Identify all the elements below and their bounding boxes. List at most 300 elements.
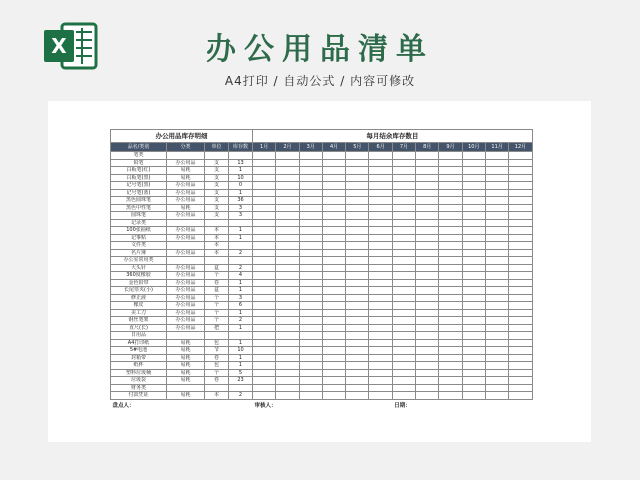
month-cell (485, 174, 508, 182)
month-cell (322, 302, 345, 310)
table-row (111, 212, 533, 220)
month-cell (346, 189, 369, 197)
table-cell: 办公用品 (167, 279, 205, 287)
month-cell (322, 182, 345, 190)
month-cell (369, 347, 392, 355)
month-cell (276, 339, 299, 347)
table-row (111, 392, 533, 400)
month-cell (462, 354, 485, 362)
month-cell (485, 249, 508, 257)
month-cell (346, 227, 369, 235)
month-cell (346, 272, 369, 280)
month-cell (322, 189, 345, 197)
month-cell (369, 204, 392, 212)
month-cell (346, 242, 369, 250)
month-cell (276, 174, 299, 182)
month-cell (346, 234, 369, 242)
month-cell (439, 257, 462, 265)
month-cell (253, 257, 276, 265)
month-header: 2月 (276, 143, 299, 152)
month-cell (509, 369, 532, 377)
month-cell (509, 392, 532, 400)
month-cell (369, 159, 392, 167)
month-cell (439, 182, 462, 190)
table-cell: 名片簿 (111, 249, 167, 257)
column-header: 分类 (167, 143, 205, 152)
month-cell (462, 339, 485, 347)
month-cell (346, 182, 369, 190)
month-cell (439, 219, 462, 227)
month-cell (439, 347, 462, 355)
month-cell (253, 339, 276, 347)
month-cell (299, 362, 322, 370)
month-cell (322, 339, 345, 347)
month-cell (509, 242, 532, 250)
table-cell: 支 (205, 174, 229, 182)
table-row (111, 242, 533, 250)
month-cell (392, 287, 415, 295)
table-cell: 办公用品 (167, 234, 205, 242)
month-cell (299, 317, 322, 325)
month-cell (276, 309, 299, 317)
month-cell (369, 227, 392, 235)
month-cell (416, 272, 439, 280)
month-cell (276, 354, 299, 362)
month-cell (392, 257, 415, 265)
table-cell: 易耗 (167, 204, 205, 212)
month-cell (509, 362, 532, 370)
month-cell (485, 257, 508, 265)
month-cell (346, 279, 369, 287)
month-cell (299, 204, 322, 212)
month-cell (253, 324, 276, 332)
table-cell: 办公用品 (167, 212, 205, 220)
month-cell (439, 242, 462, 250)
month-cell (322, 317, 345, 325)
table-cell: 办公用品 (167, 272, 205, 280)
table-cell: 3 (229, 204, 253, 212)
month-cell (392, 264, 415, 272)
table-cell: 办公用品 (167, 294, 205, 302)
table-cell: 办公室常用类 (111, 257, 167, 265)
month-cell (276, 189, 299, 197)
month-cell (392, 279, 415, 287)
month-cell (299, 182, 322, 190)
month-cell (439, 309, 462, 317)
month-cell (485, 362, 508, 370)
table-cell: 1 (229, 189, 253, 197)
month-cell (509, 197, 532, 205)
table-cell: 橡皮 (111, 302, 167, 310)
table-cell: 2 (229, 317, 253, 325)
month-cell (439, 317, 462, 325)
month-cell (392, 174, 415, 182)
month-cell (253, 197, 276, 205)
table-cell: 10 (229, 174, 253, 182)
month-cell (439, 324, 462, 332)
month-cell (392, 317, 415, 325)
table-cell: 办公用品 (167, 309, 205, 317)
table-row (111, 257, 533, 265)
month-cell (416, 152, 439, 160)
table-cell (205, 219, 229, 227)
month-cell (392, 324, 415, 332)
table-cell: 财务类 (111, 384, 167, 392)
month-cell (276, 242, 299, 250)
month-cell (462, 392, 485, 400)
table-cell: 个 (205, 302, 229, 310)
month-cell (462, 272, 485, 280)
month-header: 5月 (346, 143, 369, 152)
month-cell (509, 317, 532, 325)
month-cell (322, 159, 345, 167)
table-cell: 36 (229, 197, 253, 205)
month-cell (509, 332, 532, 340)
month-cell (253, 227, 276, 235)
month-cell (253, 362, 276, 370)
table-cell: 1 (229, 167, 253, 175)
month-cell (276, 152, 299, 160)
table-cell (167, 242, 205, 250)
month-cell (322, 212, 345, 220)
month-cell (276, 377, 299, 385)
table-cell (205, 152, 229, 160)
month-cell (276, 392, 299, 400)
month-cell (369, 279, 392, 287)
month-cell (299, 257, 322, 265)
month-cell (322, 249, 345, 257)
table-cell: 日用品 (111, 332, 167, 340)
month-cell (485, 152, 508, 160)
month-cell (253, 189, 276, 197)
month-cell (416, 189, 439, 197)
table-row (111, 317, 533, 325)
month-cell (392, 392, 415, 400)
table-cell: 支 (205, 197, 229, 205)
table-cell: 1 (229, 234, 253, 242)
table-cell: 白板笔(黑) (111, 174, 167, 182)
footer-row (111, 399, 533, 412)
month-cell (299, 309, 322, 317)
month-cell (439, 197, 462, 205)
month-cell (299, 219, 322, 227)
month-cell (485, 204, 508, 212)
month-cell (369, 339, 392, 347)
table-cell: 盒 (205, 287, 229, 295)
month-cell (276, 317, 299, 325)
month-cell (322, 294, 345, 302)
auditor-label: 审核人： (253, 399, 393, 412)
month-cell (392, 302, 415, 310)
month-cell (509, 302, 532, 310)
month-cell (346, 152, 369, 160)
month-cell (439, 212, 462, 220)
column-header: 库存数 (229, 143, 253, 152)
month-cell (299, 294, 322, 302)
month-cell (253, 317, 276, 325)
month-cell (346, 257, 369, 265)
month-cell (416, 234, 439, 242)
date-label: 日期： (392, 399, 532, 412)
table-cell: 个 (205, 317, 229, 325)
month-cell (439, 249, 462, 257)
month-cell (439, 392, 462, 400)
table-cell: 1 (229, 309, 253, 317)
table-cell: 办公用品 (167, 324, 205, 332)
month-cell (462, 159, 485, 167)
month-cell (253, 272, 276, 280)
month-cell (299, 234, 322, 242)
month-cell (485, 234, 508, 242)
month-cell (276, 362, 299, 370)
month-cell (392, 189, 415, 197)
month-cell (416, 197, 439, 205)
month-cell (369, 272, 392, 280)
month-cell (322, 272, 345, 280)
month-cell (276, 384, 299, 392)
table-cell (205, 257, 229, 265)
month-cell (369, 152, 392, 160)
month-cell (439, 272, 462, 280)
month-cell (322, 392, 345, 400)
month-cell (462, 279, 485, 287)
left-section-title: 办公用品库存明细 (111, 130, 253, 143)
month-cell (253, 287, 276, 295)
month-cell (369, 369, 392, 377)
month-cell (462, 257, 485, 265)
month-cell (416, 219, 439, 227)
table-cell: 大头针 (111, 264, 167, 272)
month-cell (416, 204, 439, 212)
month-cell (416, 294, 439, 302)
month-cell (369, 384, 392, 392)
table-cell: 支 (205, 182, 229, 190)
month-cell (253, 167, 276, 175)
month-cell (299, 324, 322, 332)
month-cell (299, 339, 322, 347)
month-cell (416, 362, 439, 370)
month-cell (439, 227, 462, 235)
month-cell (462, 294, 485, 302)
month-cell (346, 212, 369, 220)
month-cell (462, 204, 485, 212)
month-cell (509, 227, 532, 235)
month-cell (439, 204, 462, 212)
table-cell: 2 (229, 264, 253, 272)
month-cell (369, 197, 392, 205)
month-cell (253, 332, 276, 340)
table-row (111, 167, 533, 175)
month-cell (322, 309, 345, 317)
month-cell (416, 347, 439, 355)
month-cell (509, 264, 532, 272)
month-cell (462, 264, 485, 272)
month-cell (253, 159, 276, 167)
month-cell (462, 377, 485, 385)
month-cell (392, 182, 415, 190)
month-cell (462, 347, 485, 355)
table-cell: 盒 (205, 264, 229, 272)
month-cell (276, 234, 299, 242)
month-cell (299, 159, 322, 167)
month-cell (509, 212, 532, 220)
month-cell (416, 354, 439, 362)
month-cell (369, 317, 392, 325)
month-cell (392, 339, 415, 347)
month-cell (369, 234, 392, 242)
table-row (111, 249, 533, 257)
table-cell: 易耗 (167, 167, 205, 175)
table-cell: 0 (229, 182, 253, 190)
month-header: 7月 (392, 143, 415, 152)
table-cell: 个 (205, 294, 229, 302)
month-cell (439, 279, 462, 287)
month-cell (346, 324, 369, 332)
month-cell (416, 242, 439, 250)
column-header: 品名/类别 (111, 143, 167, 152)
month-cell (253, 384, 276, 392)
month-cell (369, 309, 392, 317)
month-cell (299, 279, 322, 287)
month-cell (439, 234, 462, 242)
month-cell (369, 182, 392, 190)
month-cell (346, 287, 369, 295)
table-row (111, 339, 533, 347)
month-cell (416, 287, 439, 295)
month-cell (462, 167, 485, 175)
table-cell (167, 384, 205, 392)
month-cell (369, 264, 392, 272)
month-cell (462, 317, 485, 325)
month-cell (369, 174, 392, 182)
table-cell: 1 (229, 324, 253, 332)
table-row (111, 182, 533, 190)
month-cell (392, 294, 415, 302)
month-cell (276, 279, 299, 287)
month-cell (439, 354, 462, 362)
month-cell (485, 264, 508, 272)
table-cell: 黑色中性笔 (111, 204, 167, 212)
month-cell (392, 227, 415, 235)
month-cell (462, 174, 485, 182)
month-cell (253, 309, 276, 317)
month-cell (369, 249, 392, 257)
month-cell (322, 347, 345, 355)
month-cell (299, 249, 322, 257)
table-cell: 包 (205, 362, 229, 370)
table-cell: 10 (229, 347, 253, 355)
table-row (111, 174, 533, 182)
table-row (111, 377, 533, 385)
page-title: 办公用品清单 (206, 32, 434, 67)
month-cell (392, 167, 415, 175)
month-cell (392, 197, 415, 205)
month-cell (322, 204, 345, 212)
month-cell (416, 332, 439, 340)
month-cell (253, 264, 276, 272)
month-cell (416, 159, 439, 167)
month-cell (392, 369, 415, 377)
month-cell (276, 264, 299, 272)
month-cell (322, 324, 345, 332)
table-cell: 卷 (205, 377, 229, 385)
table-cell: A4打印纸 (111, 339, 167, 347)
table-cell (229, 257, 253, 265)
month-cell (369, 257, 392, 265)
month-cell (485, 272, 508, 280)
table-cell: 23 (229, 377, 253, 385)
inventory-table (110, 129, 533, 412)
table-cell: 黑色圆珠笔 (111, 197, 167, 205)
month-cell (322, 174, 345, 182)
table-cell: 办公用品 (167, 249, 205, 257)
month-cell (416, 249, 439, 257)
table-row (111, 189, 533, 197)
table-cell: 3 (229, 212, 253, 220)
month-cell (253, 242, 276, 250)
month-cell (392, 362, 415, 370)
table-row (111, 204, 533, 212)
month-cell (299, 189, 322, 197)
month-cell (369, 377, 392, 385)
month-cell (253, 302, 276, 310)
month-cell (346, 347, 369, 355)
month-cell (416, 279, 439, 287)
month-cell (416, 317, 439, 325)
table-cell: 白板笔(红) (111, 167, 167, 175)
table-cell: 易耗 (167, 174, 205, 182)
month-cell (509, 234, 532, 242)
table-cell: 易耗 (167, 362, 205, 370)
month-cell (253, 249, 276, 257)
month-cell (485, 384, 508, 392)
month-cell (485, 197, 508, 205)
month-cell (509, 182, 532, 190)
month-cell (462, 212, 485, 220)
month-cell (392, 309, 415, 317)
column-header: 单位 (205, 143, 229, 152)
table-cell: 易耗 (167, 369, 205, 377)
month-cell (392, 272, 415, 280)
table-cell: 办公用品 (167, 317, 205, 325)
month-cell (299, 369, 322, 377)
month-cell (509, 257, 532, 265)
month-cell (509, 174, 532, 182)
right-section-title: 每月结余库存数目 (253, 130, 533, 143)
table-row (111, 324, 533, 332)
month-cell (416, 309, 439, 317)
month-header: 11月 (485, 143, 508, 152)
month-cell (462, 384, 485, 392)
month-cell (253, 392, 276, 400)
month-cell (416, 392, 439, 400)
month-cell (439, 302, 462, 310)
table-cell: 5 (229, 369, 253, 377)
month-cell (276, 159, 299, 167)
month-cell (462, 369, 485, 377)
month-cell (509, 219, 532, 227)
month-cell (369, 324, 392, 332)
month-cell (253, 204, 276, 212)
month-cell (509, 309, 532, 317)
month-cell (276, 249, 299, 257)
table-cell: 1 (229, 279, 253, 287)
month-cell (485, 279, 508, 287)
month-header: 9月 (439, 143, 462, 152)
month-cell (276, 294, 299, 302)
month-cell (346, 354, 369, 362)
month-cell (392, 212, 415, 220)
